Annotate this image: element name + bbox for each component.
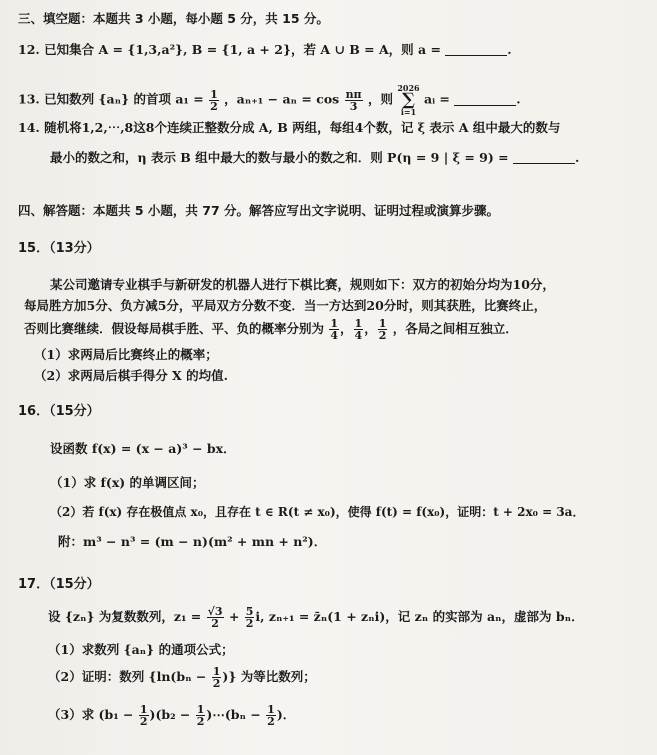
- q13-answer-blank[interactable]: [454, 93, 516, 106]
- q15-p3-a: 否则比赛继续．假设每局棋手胜、平、负的概率分别为: [24, 321, 325, 336]
- q13-fraction-half: $\frac{1}{2}$: [210, 87, 218, 113]
- q17-subquestion-1: （1）求数列 {aₙ} 的通项公式；: [48, 642, 234, 657]
- q13-text-a: 已知数列 {aₙ} 的首项 a₁ =: [44, 91, 204, 107]
- q13-text-b: ，aₙ₊₁ − aₙ = cos: [224, 91, 340, 107]
- q17-s3-half-3: $\frac{1}{2}$: [267, 703, 275, 728]
- q12-number: 12.: [18, 42, 40, 57]
- q17-s2-half: $\frac{1}{2}$: [212, 665, 221, 690]
- question-12: [18, 41, 647, 59]
- question-14-line-2: [50, 149, 647, 167]
- q17-intro: [48, 602, 647, 632]
- q12-answer-blank[interactable]: [445, 43, 507, 56]
- q17-s3-half-2: $\frac{1}{2}$: [196, 703, 205, 728]
- q17-subquestion-3: [48, 700, 647, 730]
- section-4-title: 四、解答题：本题共 5 小题，共 77 分。解答应写出文字说明、证明过程或演算步骤。: [18, 203, 500, 218]
- q12-text: 已知集合 A = {1,3,a²}, B = {1, a + 2}，若 A ∪ B = A，则 a =: [44, 42, 441, 57]
- q15-header: 15．（13分）: [18, 241, 100, 256]
- q16-header: 16．（15分）: [18, 404, 100, 419]
- section-3-title: 三、填空题：本题共 3 小题，每小题 5 分，共 15 分。: [18, 11, 329, 26]
- q15-p3-b: ，各局之间相互独立．: [392, 321, 518, 336]
- q15-prob-draw: $\frac{1}{4}$: [354, 317, 363, 342]
- q13-fraction-cos: $\frac{n\pi}{3}$: [345, 87, 362, 113]
- q15-prob-win: $\frac{1}{4}$: [330, 317, 339, 342]
- q17-z1-imag: $\frac{5}{2}$: [245, 605, 254, 630]
- q17-s3-d: )．: [276, 707, 296, 722]
- question-14-line-1: [18, 119, 647, 137]
- q17-s2-b: )} 为等比数列；: [222, 669, 316, 684]
- q16-note: 附：m³ − n³ = (m − n)(m² + mn + n²)．: [58, 534, 327, 549]
- q13-sum-term: aᵢ =: [423, 91, 450, 107]
- q15-paragraph-1: 某公司邀请专业棋手与新研发的机器人进行下棋比赛，规则如下：双方的初始分均为10分，: [50, 277, 555, 292]
- q17-s3-half-1: $\frac{1}{2}$: [139, 703, 148, 728]
- q17-subquestion-2: [48, 662, 647, 692]
- q12-end: .: [507, 42, 512, 57]
- q13-end: .: [516, 91, 521, 107]
- q15-paragraph-2: 每局胜方加5分、负方减5分，平局双方分数不变．当一方达到20分时，则其获胜，比赛终止，: [24, 298, 547, 313]
- q17-intro-a: 设 {zₙ} 为复数数列，z₁ =: [48, 609, 202, 624]
- q14-line2: 最小的数之和，η 表示 B 组中最大的数与最小的数之和．则 P(η = 9 | ξ = 9) =: [50, 150, 509, 165]
- q17-s3-a: （3）求 (b₁ −: [48, 707, 134, 722]
- q17-s3-b: )(b₂ −: [149, 707, 191, 722]
- q17-s2-a: （2）证明：数列 {ln(bₙ −: [48, 669, 207, 684]
- q17-intro-c: i, zₙ₊₁ = z̄ₙ(1 + zₙi)，记 zₙ 的实部为 aₙ，虚部为 bₙ．: [255, 609, 584, 624]
- q14-number: 14.: [18, 120, 40, 135]
- q17-header: 17．（15分）: [18, 577, 100, 592]
- q14-answer-blank[interactable]: [513, 151, 575, 164]
- question-13: [18, 84, 647, 116]
- q15-paragraph-3: 否则比赛继续．假设每局棋手胜、平、负的概率分别为 $\frac{1}{4}$ ， $\frac{1}{4}$ ， $\frac{1}{2}$ ，各局之间相互独立．: [24, 317, 518, 342]
- q16-subquestion-1: （1）求 f(x) 的单调区间；: [50, 475, 205, 490]
- q15-prob-lose: $\frac{1}{2}$: [378, 317, 387, 342]
- q17-z1-real: $\frac{√3}{2}$: [207, 605, 223, 630]
- q17-intro-b: +: [228, 609, 240, 624]
- q16-subquestion-2: （2）若 f(x) 存在极值点 x₀，且存在 t ∈ R(t ≠ x₀)，使得 f(t) = f(x₀)，证明：t + 2x₀ = 3a．: [50, 505, 585, 519]
- q15-subquestion-2: （2）求两局后棋手得分 X 的均值.: [34, 368, 228, 383]
- q16-intro: 设函数 f(x) = (x − a)³ − bx．: [50, 441, 236, 456]
- q13-summation: 2026 ∑ i=1: [397, 83, 420, 117]
- q13-text-c: ，则: [367, 91, 393, 107]
- q14-end: .: [574, 150, 580, 165]
- q15-subquestion-1: （1）求两局后比赛终止的概率；: [34, 347, 218, 362]
- q17-s3-c: )⋯(bₙ −: [206, 707, 261, 722]
- q14-line1: 随机将1,2,⋯,8这8个连续正整数分成 A, B 两组，每组4个数，记 ξ 表示 A 组中最大的数与: [44, 120, 561, 135]
- q13-number: 13.: [18, 91, 40, 107]
